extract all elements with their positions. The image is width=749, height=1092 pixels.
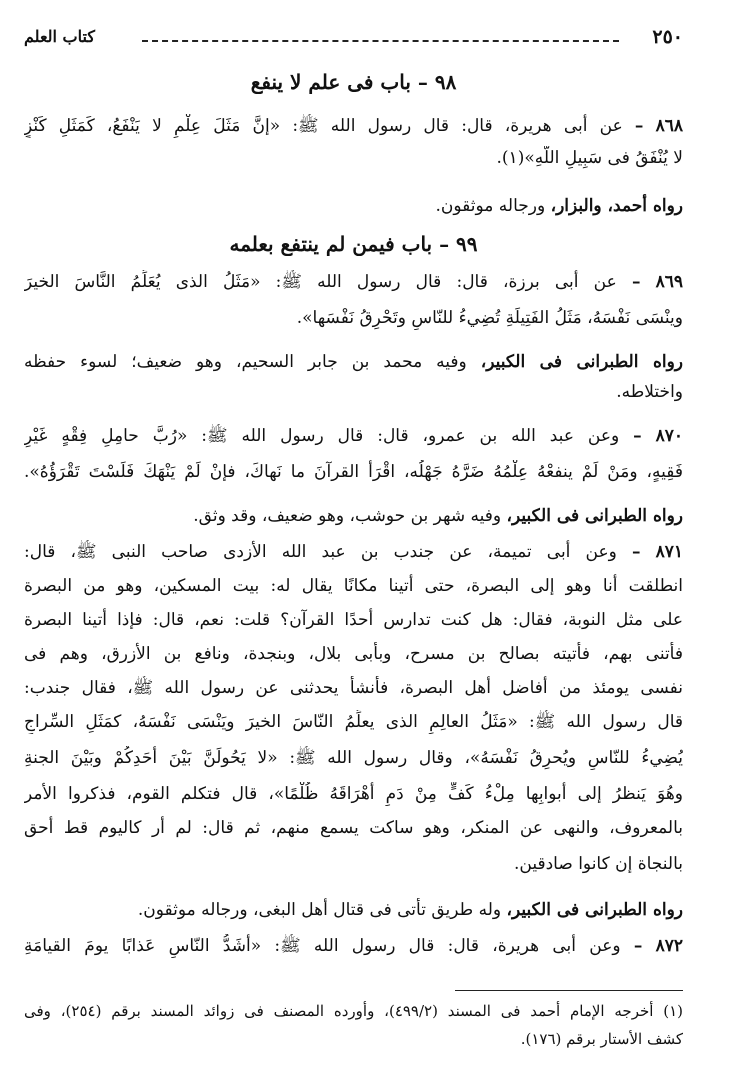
footnote-line: كشف الأستار برقم (١٧٦). <box>520 1030 683 1048</box>
header-rule <box>142 40 619 42</box>
hadith-number: ٨٧١ <box>655 542 683 562</box>
hadith-line: ٨٦٩ – عن أبى برزة، قال: قال رسول الله ﷺ: «مَثَلُ الذى يُعَلِّمُ النَّاسَ الخيرَ <box>24 272 683 292</box>
hadith-line: على مثل النوبة، فقال: هل كنت تدارس أحدًا القرآن؟ قلت: نعم، قال: فإذا أتينا البصرة <box>24 610 683 630</box>
hadith-line: فَقِيهٍ، ومَنْ لَمْ ينفعْهُ عِلْمُهُ ضَرَّهُ جَهْلُه، اقْرَأ القرآنَ ما نَهاكَ، فإنْ لَمْ يَنْهَكَ فَلَسْتَ تَقْرَؤُهُ». <box>24 462 683 482</box>
hadith-line: يُضِيءُ للنّاسِ ويُحرِقُ نَفْسَهُ»، وقال رسول الله ﷺ: «لا يَحُولَنَّ بَيْنَ أَحَدِكُمْ وبَيْنَ الجنةِ <box>24 748 683 768</box>
grading-line: رواه الطبرانى فى الكبير، وفيه محمد بن جابر السحيم، وهو ضعيف؛ لسوء حفظه <box>24 352 683 372</box>
hadith-line: بالمعروف، والنهى عن المنكر، وهو ساكت يسمع منهم، ثم قال: لم أر كاليوم قط أحق <box>24 818 683 838</box>
footnote-rule <box>455 990 683 991</box>
hadith-number: ٨٧٢ <box>655 936 683 956</box>
grading-line: رواه الطبرانى فى الكبير، وله طريق تأتى فى قتال أهل البغى، ورجاله موثقون. <box>137 900 683 920</box>
hadith-line: وينْسَى نَفْسَهُ، مَثَلُ الفَتِيلَةِ تُضِيءُ للنّاسِ وتَحْرِقُ نَفْسَها». <box>296 308 683 328</box>
hadith-line: لا يُنْفَقُ فى سَبِيلِ اللَّهِ»(١). <box>496 148 683 168</box>
footnote-line: (١) أخرجه الإمام أحمد فى المسند (٤٩٩/٢)، وأورده المصنف فى زوائد المسند برقم (٢٥٤)، وفى <box>24 1002 683 1020</box>
grading-line: واختلاطه. <box>616 382 683 402</box>
hadith-number: ٨٦٩ <box>655 272 683 292</box>
grading-line: رواه أحمد، والبزار، ورجاله موثقون. <box>435 196 683 216</box>
book-title: كتاب العلم <box>24 27 95 46</box>
hadith-line: نفسى يومئذ من أفاضل أهل البصرة، فأنشأ يحدثنى عن رسول الله ﷺ، فقال جندب: <box>24 678 683 698</box>
hadith-line: انطلقت أنا وهو إلى البصرة، حتى أتينا مكانًا يقال له: بيت المسكين، وهو من البصرة <box>24 576 683 596</box>
hadith-line: ٨٧١ – وعن أبى تميمة، عن جندب بن عبد الله الأزدى صاحب النبى ﷺ، قال: <box>24 542 683 562</box>
hadith-line: ٨٧٠ – وعن عبد الله بن عمرو، قال: قال رسول الله ﷺ: «رُبَّ حامِلِ فِقْهٍ غَيْرِ <box>24 426 683 446</box>
hadith-number: ٨٦٨ <box>655 116 683 136</box>
hadith-line: بالنجاة إن كانوا صادقين. <box>514 854 683 874</box>
hadith-line: فأتنى بهم، فأتيته بصالح بن مسرح، وبأبى بلال، وبنجدة، ونافع بن الأزرق، وهم فى <box>24 644 683 664</box>
hadith-number: ٨٧٠ <box>655 426 683 446</box>
section-heading: ٩٩ – باب فيمن لم ينتفع بعلمه <box>229 232 478 256</box>
hadith-line: ٨٦٨ – عن أبى هريرة، قال: قال رسول الله ﷺ: «إنَّ مَثَلَ عِلْمٍ لا يَنْفَعُ، كَمَثَلِ كَنْزٍ <box>24 116 683 136</box>
grading-line: رواه الطبرانى فى الكبير، وفيه شهر بن حوشب، وهو ضعيف، وقد وثق. <box>193 506 683 526</box>
hadith-line: ٨٧٢ – وعن أبى هريرة، قال: قال رسول الله ﷺ: «أشَدُّ النّاسِ عَذابًا يومَ القيامَةِ <box>24 936 683 956</box>
hadith-line: قال رسول الله ﷺ: «مَثَلُ العالِمِ الذى يعلِّمُ النّاسَ الخيرَ ويَنْسَى نَفْسَهُ، كمَثَلِ السِّراجِ <box>24 712 683 732</box>
page-number: ٢٥٠ <box>652 26 683 48</box>
running-header <box>24 26 683 56</box>
hadith-line: وهُوَ يَنظرُ إلى أبوابِها مِلْءُ كَفٍّ مِنْ دَمِ أهْرَاقَهُ ظُلْمًا»، قال فتكلم القوم، فذكروا الأمر <box>24 784 683 804</box>
section-heading: ٩٨ – باب فى علم لا ينفع <box>250 70 457 94</box>
